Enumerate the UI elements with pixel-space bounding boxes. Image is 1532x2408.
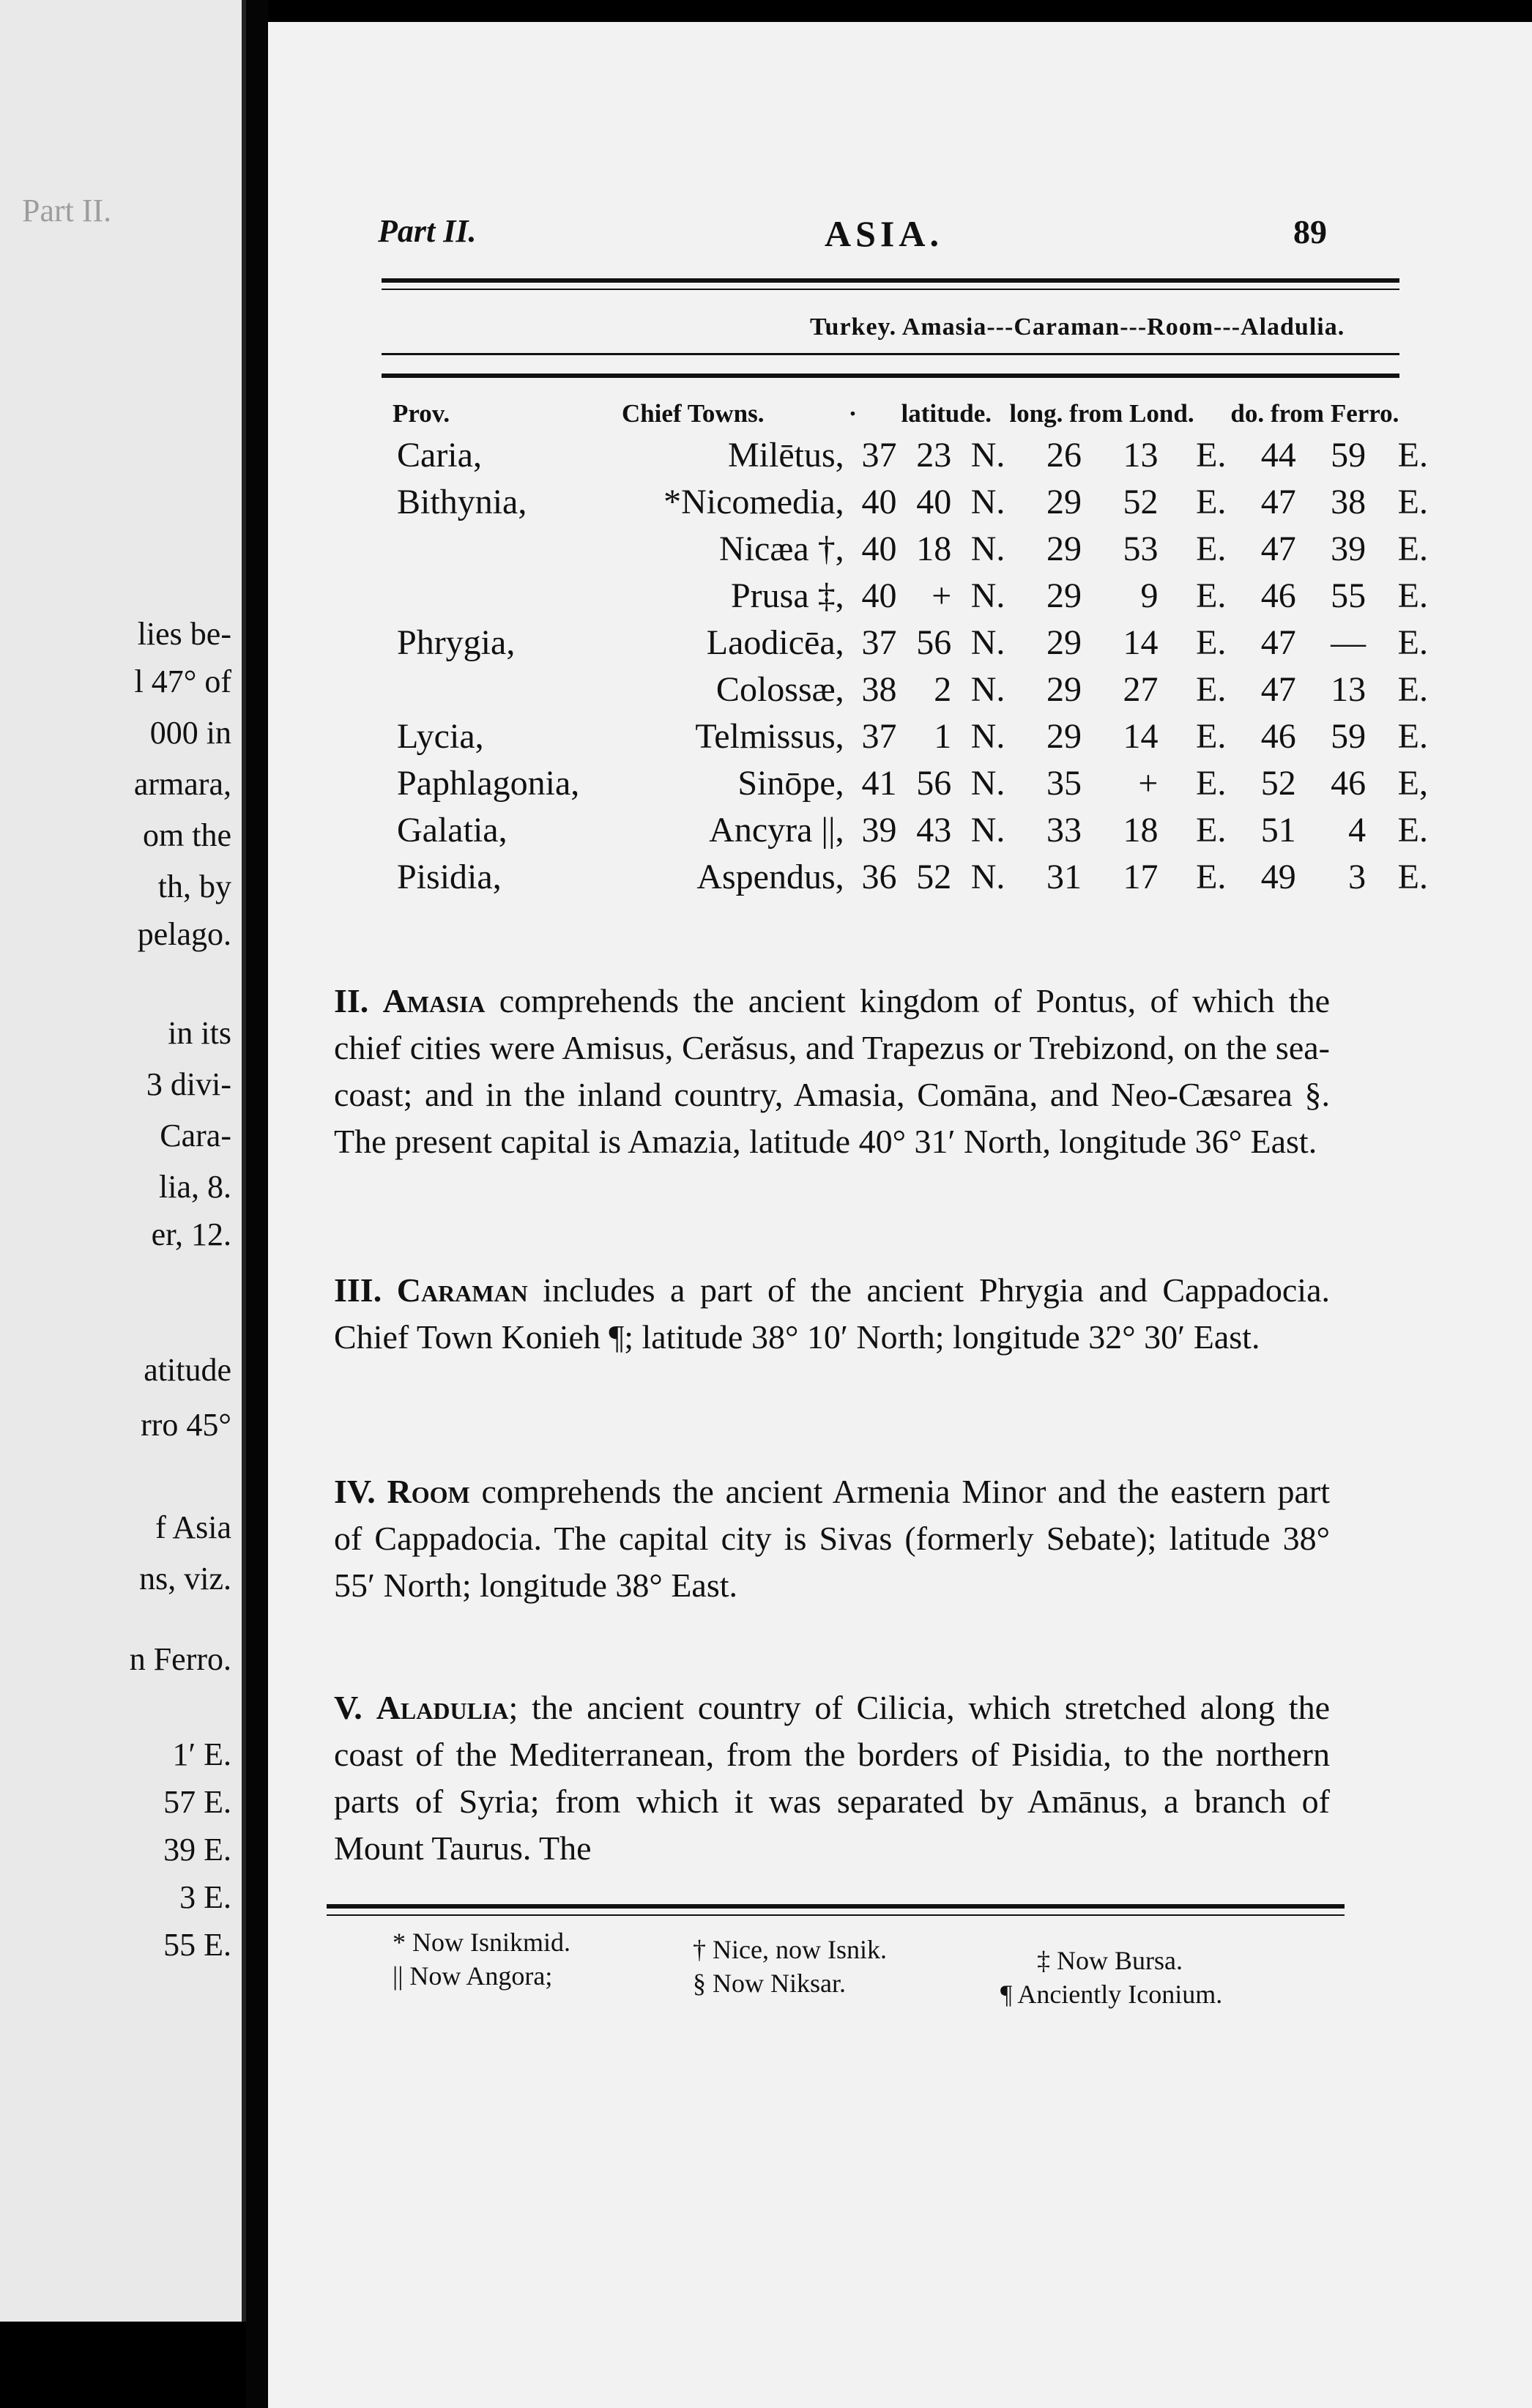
coordinate-cell: N. bbox=[970, 529, 1005, 568]
town-cell: Prusa ‡, bbox=[730, 576, 844, 615]
section-name: Aladulia bbox=[376, 1689, 509, 1726]
coordinate-cell: 9 bbox=[1140, 576, 1159, 615]
coordinate-cell: 53 bbox=[1123, 529, 1159, 568]
coordinate-cell: 59 bbox=[1331, 716, 1366, 756]
table-row bbox=[393, 478, 1432, 525]
coordinate-cell: 33 bbox=[1046, 810, 1082, 850]
mid-rule-thick bbox=[382, 374, 1399, 378]
coordinate-cell: + bbox=[1138, 763, 1159, 803]
section-name: Room bbox=[387, 1473, 470, 1510]
town-cell: Colossæ, bbox=[715, 669, 844, 709]
facing-text-fragment: 000 in bbox=[149, 715, 231, 751]
coordinate-cell: E. bbox=[1196, 529, 1227, 568]
section-number: IV. bbox=[334, 1473, 376, 1510]
coordinate-cell: 18 bbox=[1123, 810, 1159, 850]
coordinate-cell: + bbox=[932, 576, 952, 615]
coordinate-cell: N. bbox=[970, 810, 1005, 850]
table-subtitle: Turkey. Amasia---Caraman---Room---Aladulia. bbox=[810, 313, 1345, 341]
coordinate-cell: 37 bbox=[861, 716, 897, 756]
section-text: comprehends the ancient kingdom of Pontus, of which the chief cities were Amisus, Cerăsus, and Trapezus or Trebizond, on the sea-coast; and in the inland country, Amasia, Comāna, and Neo-Cæsarea §. The present capital is Amazia, latitude 40° 31′ North, longitude 36° East. bbox=[334, 982, 1330, 1160]
facing-text-fragment: 3 E. bbox=[179, 1879, 231, 1915]
facing-text-fragment: er, 12. bbox=[151, 1216, 231, 1252]
coordinate-cell: 41 bbox=[861, 763, 897, 803]
coordinate-cell: 13 bbox=[1123, 435, 1159, 475]
facing-text-fragment: Cara- bbox=[160, 1118, 231, 1153]
coordinate-cell: 46 bbox=[1331, 763, 1366, 803]
facing-text-fragment: 3 divi- bbox=[146, 1066, 231, 1102]
table-row bbox=[393, 431, 1432, 478]
coordinate-cell: 39 bbox=[861, 810, 897, 850]
coordinate-cell: N. bbox=[970, 482, 1005, 521]
coordinate-cell: E. bbox=[1196, 810, 1227, 850]
coordinate-cell: 59 bbox=[1331, 435, 1366, 475]
table-row bbox=[393, 853, 1432, 900]
coordinate-cell: 52 bbox=[916, 857, 952, 896]
province-cell bbox=[393, 572, 622, 619]
facing-text-fragment: 39 E. bbox=[163, 1832, 231, 1868]
running-head-part: Part II. bbox=[378, 213, 477, 249]
coordinate-cell: N. bbox=[970, 763, 1005, 803]
mid-rule bbox=[382, 353, 1399, 355]
table-row bbox=[393, 806, 1432, 853]
facing-text-fragment: lia, 8. bbox=[159, 1169, 231, 1205]
coordinate-cell: 49 bbox=[1260, 857, 1296, 896]
province-cell: Lycia, bbox=[397, 716, 484, 756]
section-paragraph bbox=[334, 1267, 1330, 1361]
province-cell bbox=[393, 525, 622, 572]
coordinate-cell: 1 bbox=[934, 716, 952, 756]
coordinate-cell: 43 bbox=[916, 810, 952, 850]
coordinate-cell: 52 bbox=[1123, 482, 1159, 521]
facing-text-fragment: l 47° of bbox=[134, 664, 231, 699]
coordinate-cell: 18 bbox=[916, 529, 952, 568]
coordinate-cell: 29 bbox=[1046, 529, 1082, 568]
table-header-cell: do. from Ferro. bbox=[1230, 399, 1399, 428]
coordinate-cell: E. bbox=[1397, 669, 1428, 709]
coordinate-cell: N. bbox=[970, 623, 1005, 662]
coordinate-cell: 46 bbox=[1260, 576, 1296, 615]
facing-text-fragment: atitude bbox=[144, 1352, 231, 1388]
table-row bbox=[393, 525, 1432, 572]
facing-text-fragment: 55 E. bbox=[163, 1927, 231, 1963]
coordinate-cell: E, bbox=[1397, 763, 1428, 803]
coordinate-cell: N. bbox=[970, 716, 1005, 756]
table-row bbox=[393, 572, 1432, 619]
coordinate-cell: 47 bbox=[1260, 669, 1296, 709]
coordinate-cell: E. bbox=[1397, 857, 1428, 896]
coordinate-cell: 36 bbox=[861, 857, 897, 896]
coordinate-cell: 38 bbox=[861, 669, 897, 709]
coordinate-cell: 37 bbox=[861, 435, 897, 475]
province-cell: Galatia, bbox=[397, 810, 507, 850]
towns-table bbox=[393, 399, 1432, 900]
facing-text-fragment: in its bbox=[168, 1015, 231, 1051]
coordinate-cell: 37 bbox=[861, 623, 897, 662]
section-paragraph bbox=[334, 1684, 1330, 1872]
coordinate-cell: 3 bbox=[1348, 857, 1366, 896]
facing-text-fragment: 57 E. bbox=[163, 1784, 231, 1820]
town-cell: Nicæa †, bbox=[719, 529, 844, 568]
coordinate-cell: 56 bbox=[916, 623, 952, 662]
section-paragraph bbox=[334, 1468, 1330, 1609]
table-body bbox=[393, 431, 1432, 900]
coordinate-cell: 29 bbox=[1046, 623, 1082, 662]
coordinate-cell: 29 bbox=[1046, 576, 1082, 615]
province-cell: Caria, bbox=[397, 435, 482, 475]
coordinate-cell: E. bbox=[1196, 435, 1227, 475]
coordinate-cell: E. bbox=[1397, 716, 1428, 756]
coordinate-cell: 40 bbox=[861, 482, 897, 521]
coordinate-cell: 29 bbox=[1046, 669, 1082, 709]
footnote-3: † Nice, now Isnik. bbox=[693, 1935, 887, 1964]
coordinate-cell: 29 bbox=[1046, 482, 1082, 521]
coordinate-cell: E. bbox=[1397, 529, 1428, 568]
table-header-cell: latitude. bbox=[901, 399, 992, 428]
section-text: ; the ancient country of Cilicia, which stretched along the coast of the Mediterranean, from the borders of Pisidia, to the northern parts of Syria; from which it was separated by Amānus, a branch of Mount Taurus. The bbox=[334, 1689, 1331, 1867]
table-row bbox=[393, 713, 1432, 759]
coordinate-cell: 38 bbox=[1331, 482, 1366, 521]
footnote-rule-thin bbox=[327, 1914, 1345, 1916]
coordinate-cell: E. bbox=[1397, 576, 1428, 615]
coordinate-cell: E. bbox=[1397, 810, 1428, 850]
footnote-1: * Now Isnikmid. bbox=[393, 1928, 570, 1957]
coordinate-cell: 52 bbox=[1260, 763, 1296, 803]
top-rule bbox=[382, 278, 1399, 283]
coordinate-cell: E. bbox=[1196, 716, 1227, 756]
province-cell: Pisidia, bbox=[397, 857, 502, 896]
section-paragraph bbox=[334, 978, 1330, 1165]
coordinate-cell: 40 bbox=[861, 576, 897, 615]
coordinate-cell: E. bbox=[1196, 482, 1227, 521]
coordinate-cell: 27 bbox=[1123, 669, 1159, 709]
table-header-row bbox=[393, 399, 1432, 431]
coordinate-cell: 26 bbox=[1046, 435, 1082, 475]
footnote-6: ¶ Anciently Iconium. bbox=[1000, 1980, 1223, 2009]
coordinate-cell: 39 bbox=[1331, 529, 1366, 568]
coordinate-cell: 31 bbox=[1046, 857, 1082, 896]
coordinate-cell: N. bbox=[970, 576, 1005, 615]
coordinate-cell: 23 bbox=[916, 435, 952, 475]
coordinate-cell: 4 bbox=[1348, 810, 1366, 850]
coordinate-cell: 35 bbox=[1046, 763, 1082, 803]
book-gutter bbox=[246, 0, 268, 2408]
section-number: II. bbox=[334, 982, 369, 1019]
coordinate-cell: 56 bbox=[916, 763, 952, 803]
section-name: Caraman bbox=[396, 1271, 528, 1309]
town-cell: Milētus, bbox=[727, 435, 844, 475]
footnote-2: || Now Angora; bbox=[393, 1961, 553, 1991]
facing-text-fragment: n Ferro. bbox=[129, 1641, 231, 1677]
facing-text-fragment: pelago. bbox=[137, 916, 231, 952]
coordinate-cell: E. bbox=[1196, 576, 1227, 615]
coordinate-cell: E. bbox=[1196, 669, 1227, 709]
town-cell: Telmissus, bbox=[695, 716, 844, 756]
section-number: V. bbox=[334, 1689, 362, 1726]
table-header-cell: long. from Lond. bbox=[1009, 399, 1194, 428]
coordinate-cell: 51 bbox=[1260, 810, 1296, 850]
coordinate-cell: E. bbox=[1196, 857, 1227, 896]
facing-text-fragment: f Asia bbox=[155, 1509, 231, 1545]
table-header-cell: Prov. bbox=[393, 399, 450, 428]
running-head-title: ASIA. bbox=[825, 213, 943, 254]
coordinate-cell: E. bbox=[1397, 623, 1428, 662]
province-cell bbox=[393, 666, 622, 713]
coordinate-cell: 40 bbox=[861, 529, 897, 568]
facing-text-fragment: lies be- bbox=[137, 616, 231, 652]
coordinate-cell: N. bbox=[970, 669, 1005, 709]
town-cell: Sinōpe, bbox=[737, 763, 844, 803]
facing-header-fragment: Part II. bbox=[22, 193, 112, 228]
province-cell: Phrygia, bbox=[397, 623, 516, 662]
table-row bbox=[393, 666, 1432, 713]
coordinate-cell: 47 bbox=[1260, 529, 1296, 568]
footnote-4: § Now Niksar. bbox=[693, 1969, 846, 1998]
coordinate-cell: 17 bbox=[1123, 857, 1159, 896]
town-cell: *Nicomedia, bbox=[663, 482, 844, 521]
coordinate-cell: — bbox=[1331, 623, 1366, 662]
coordinate-cell: E. bbox=[1397, 435, 1428, 475]
section-number: III. bbox=[334, 1271, 382, 1309]
facing-text-fragment: 1′ E. bbox=[172, 1736, 231, 1772]
coordinate-cell: 44 bbox=[1260, 435, 1296, 475]
facing-text-fragment: armara, bbox=[133, 766, 231, 802]
province-cell: Bithynia, bbox=[397, 482, 527, 521]
town-cell: Ancyra ||, bbox=[709, 810, 844, 850]
section-text: includes a part of the ancient Phrygia and Cappadocia. Chief Town Konieh ¶; latitude 38° 10′ North; longitude 32° 30′ East. bbox=[334, 1271, 1331, 1356]
book-page bbox=[268, 22, 1532, 2408]
province-cell: Paphlagonia, bbox=[397, 763, 580, 803]
table-row bbox=[393, 619, 1432, 666]
coordinate-cell: 55 bbox=[1331, 576, 1366, 615]
town-cell: Laodicēa, bbox=[706, 623, 844, 662]
top-rule-thin bbox=[382, 289, 1399, 290]
coordinate-cell: N. bbox=[970, 435, 1005, 475]
coordinate-cell: 46 bbox=[1260, 716, 1296, 756]
page-number: 89 bbox=[1293, 213, 1327, 250]
table-row bbox=[393, 759, 1432, 806]
coordinate-cell: 29 bbox=[1046, 716, 1082, 756]
coordinate-cell: E. bbox=[1196, 763, 1227, 803]
coordinate-cell: 14 bbox=[1123, 623, 1159, 662]
facing-text-fragment: th, by bbox=[157, 869, 231, 904]
coordinate-cell: 40 bbox=[916, 482, 952, 521]
section-name: Amasia bbox=[382, 982, 486, 1019]
table-header-cell: · bbox=[848, 399, 858, 428]
facing-page bbox=[0, 0, 246, 2322]
coordinate-cell: 47 bbox=[1260, 623, 1296, 662]
coordinate-cell: E. bbox=[1397, 482, 1428, 521]
coordinate-cell: 47 bbox=[1260, 482, 1296, 521]
facing-text-fragment: rro 45° bbox=[141, 1407, 231, 1443]
table-header-cell: Chief Towns. bbox=[621, 399, 765, 428]
coordinate-cell: 2 bbox=[934, 669, 952, 709]
coordinate-cell: E. bbox=[1196, 623, 1227, 662]
coordinate-cell: N. bbox=[970, 857, 1005, 896]
facing-text-fragment: om the bbox=[143, 817, 231, 853]
coordinate-cell: 13 bbox=[1331, 669, 1366, 709]
town-cell: Aspendus, bbox=[696, 857, 844, 896]
section-text: comprehends the ancient Armenia Minor and the eastern part of Cappadocia. The capital city is Sivas (formerly Sebate); latitude 38° 55′ North; longitude 38° East. bbox=[334, 1473, 1330, 1604]
facing-text-fragment: ns, viz. bbox=[139, 1561, 231, 1597]
coordinate-cell: 14 bbox=[1123, 716, 1159, 756]
footnote-5: ‡ Now Bursa. bbox=[1037, 1946, 1183, 1975]
footnote-rule bbox=[327, 1904, 1345, 1909]
